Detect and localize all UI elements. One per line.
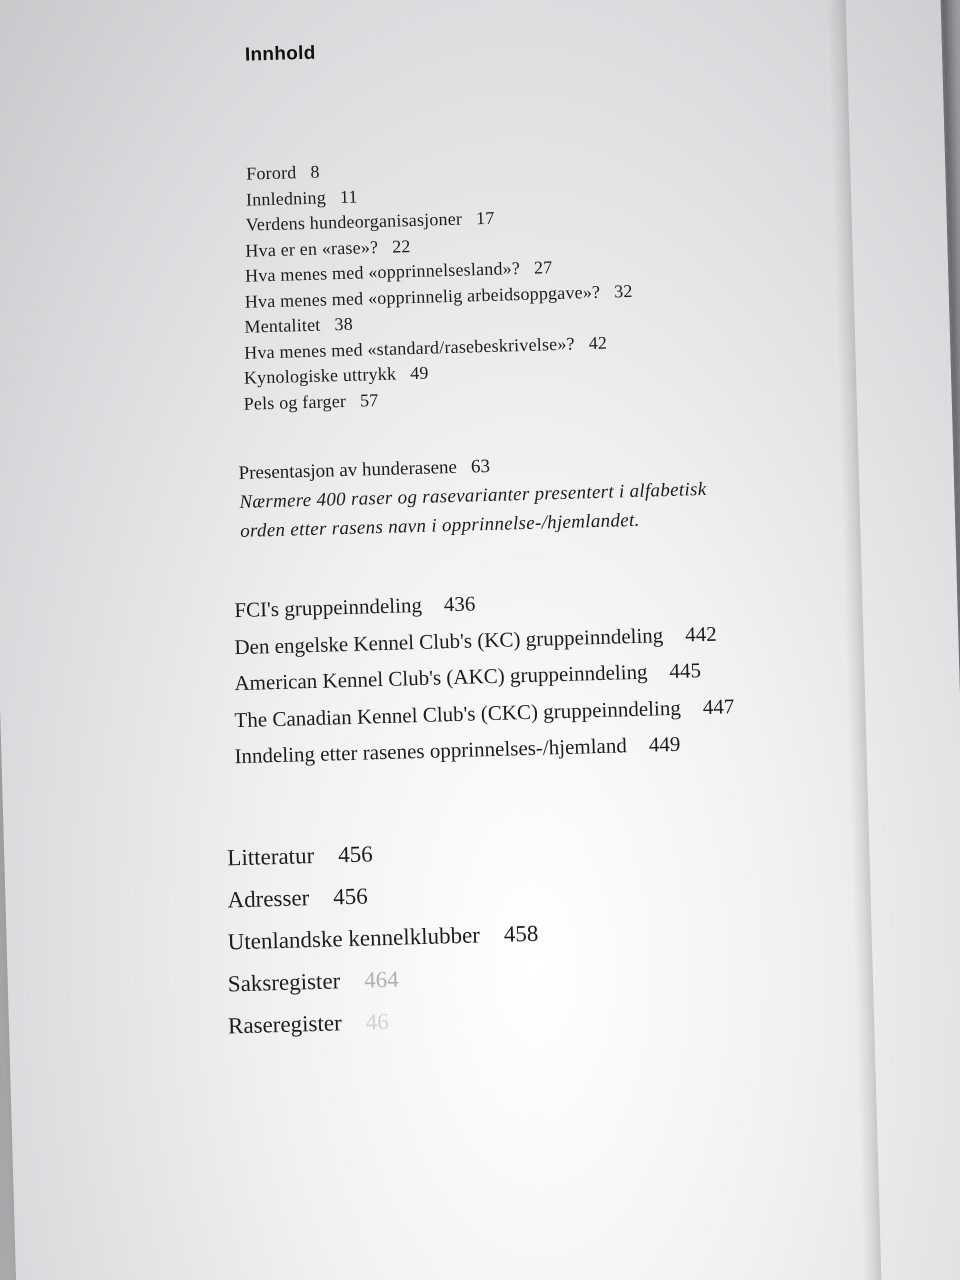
entry-page: 445	[669, 658, 702, 684]
entry-label: Hva er en «rase»?	[245, 236, 379, 261]
entry-label: Den engelske Kennel Club's (KC) gruppeinndeling	[234, 622, 664, 659]
entry-label: Hva menes med «opprinnelig arbeidsoppgave»?	[244, 281, 601, 312]
entry-page: 32	[613, 280, 633, 301]
entry-page: 449	[648, 731, 681, 757]
entry-label: Mentalitet	[244, 314, 321, 337]
presentation-description-line-2: orden etter rasens navn i opprinnelse-/hjemlandet.	[239, 509, 640, 542]
entry-page: 11	[339, 186, 358, 207]
entry-label: Presentasjon av hunderasene	[238, 456, 458, 484]
entry-label: FCI's gruppeinndeling	[234, 592, 423, 623]
toc-front-matter	[240, 143, 927, 417]
entry-label: Litteratur	[226, 842, 315, 870]
entry-label: Kynologiske uttrykk	[243, 363, 397, 388]
entry-page: 46	[365, 1008, 389, 1035]
entry-page: 436	[443, 591, 476, 617]
entry-page: 27	[533, 257, 553, 278]
entry-page: 442	[684, 621, 718, 647]
entry-label: American Kennel Club's (AKC) gruppeinndeling	[234, 659, 648, 696]
entry-page: 22	[391, 235, 411, 257]
entry-page: 49	[409, 362, 429, 384]
entry-page: 42	[588, 332, 608, 353]
entry-label: Saksregister	[227, 967, 341, 996]
toc-presentation	[238, 440, 930, 546]
entry-label: Raseregister	[227, 1009, 343, 1038]
entry-label: Verdens hundeorganisasjoner	[245, 208, 463, 235]
presentation-description-line-1: Nærmere 400 raser og rasevarianter presentert i alfabetisk	[239, 478, 707, 513]
entry-label: Innledning	[245, 186, 327, 210]
entry-page: 447	[702, 693, 735, 719]
toc-title: Innhold	[244, 42, 316, 66]
entry-page: 38	[334, 313, 354, 335]
entry-label: The Canadian Kennel Club's (CKC) gruppeinndeling	[234, 695, 682, 732]
entry-page: 458	[503, 920, 539, 947]
entry-page: 63	[470, 455, 491, 478]
entry-label: Pels og farger	[243, 390, 347, 414]
entry-page: 464	[363, 966, 400, 993]
entry-page: 8	[310, 161, 320, 182]
entry-label: Forord	[245, 162, 297, 184]
entry-page: 57	[359, 389, 379, 411]
entry-page: 456	[337, 840, 373, 867]
entry-label: Inndeling etter rasenes opprinnelses-/hjemland	[234, 733, 628, 769]
table-of-contents	[226, 26, 945, 1046]
toc-back-matter	[223, 817, 945, 1047]
entry-page: 456	[332, 883, 369, 909]
entry-label: Hva menes med «opprinnelsesland»?	[244, 258, 521, 286]
entry-label: Hva menes med «standard/rasebeskrivelse»?	[243, 333, 575, 363]
entry-label: Utenlandske kennelklubber	[227, 921, 481, 954]
entry-page: 17	[475, 207, 495, 229]
entry-label: Adresser	[227, 884, 310, 912]
toc-groupings	[230, 573, 937, 775]
